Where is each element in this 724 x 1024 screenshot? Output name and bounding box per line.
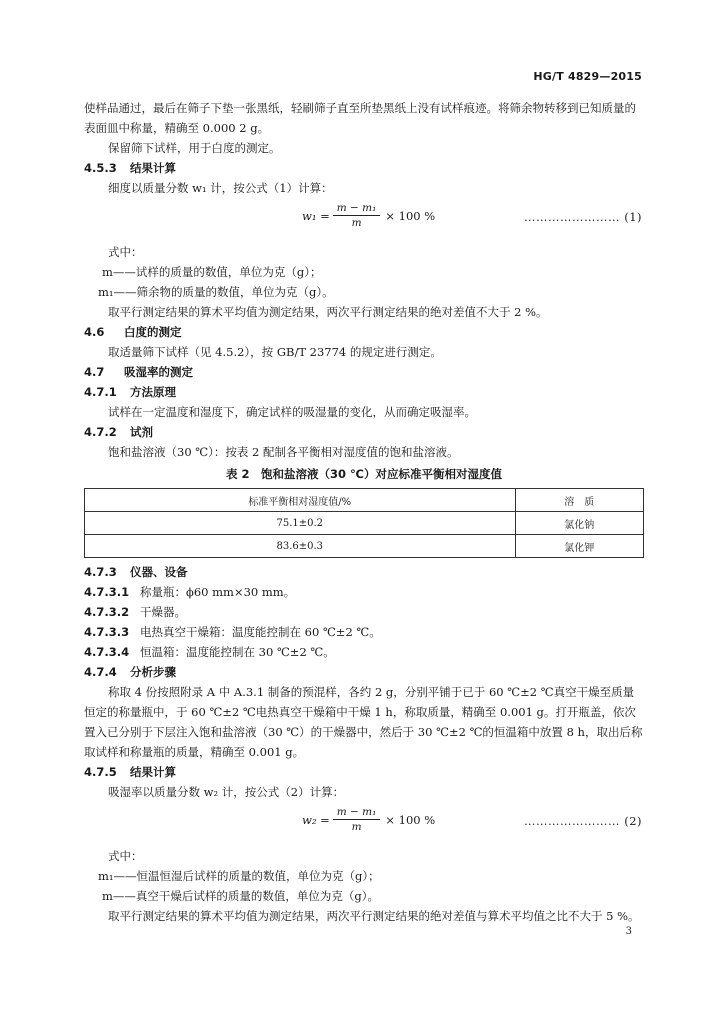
section-number: 4.5.3: [84, 161, 117, 175]
formula-denominator: m: [351, 821, 362, 833]
section-title: 结果计算: [130, 161, 176, 175]
list-item: 4.7.3.4 恒温箱：温度能控制在 30 ℃±2 ℃。: [84, 645, 335, 659]
section-heading-4-7-3: [84, 562, 644, 582]
formula-lhs: w₁ =: [302, 208, 330, 223]
formula-1: [84, 200, 644, 240]
section-heading-4-7-2: [84, 422, 644, 442]
section-heading-4-6: [84, 322, 644, 342]
table-header-cell: 溶 质: [515, 489, 643, 512]
section-heading-4-7-1: [84, 382, 644, 402]
formula-denominator: m: [351, 217, 362, 229]
table-caption: 表 2 饱和盐溶液（30 ℃）对应标准平衡相对湿度值: [226, 467, 502, 481]
formula-multiplier: × 100 %: [385, 812, 436, 827]
standard-number: HG/T 4829—2015: [533, 70, 642, 83]
section-title: 吸湿率的测定: [124, 365, 193, 379]
procedure-text: 称取 4 份按照附录 A 中 A.3.1 制备的预混样，各约 2 g，分别平铺于已于 60 ℃±2 ℃真空干燥至质量恒定的称量瓶中，于 60 ℃±2 ℃电热真空干燥箱中干燥 1 h，称取质量，精确至 0.001 g。打开瓶盖，依次置入已分别于下层注入饱和盐溶液（30 ℃）的干燥器中，然后于 30 ℃±2 ℃的恒温箱中放置 8 h，取出后称取试样和称量瓶的质量，精确至 0.001 g。: [84, 685, 643, 759]
table-cell: 氯化钾: [515, 535, 643, 558]
where-label: 式中：: [108, 849, 143, 863]
list-item: 4.7.3.3 电热真空干燥箱：温度能控制在 60 ℃±2 ℃。: [84, 625, 381, 639]
section-heading-4-5-3: [84, 158, 644, 178]
result-statement: 取平行测定结果的算术平均值为测定结果，两次平行测定结果的绝对差值与算术平均值之比不大于 5 %。: [108, 909, 640, 923]
section-title: 方法原理: [130, 385, 176, 399]
section-title: 白度的测定: [124, 325, 182, 339]
section-title: 仪器、设备: [130, 565, 188, 579]
intro-paragraph-2: 保留筛下试样，用于白度的测定。: [108, 141, 281, 155]
section-heading-4-7-5: [84, 762, 644, 782]
where-label: 式中：: [108, 245, 143, 259]
formula-lhs: w₂ =: [302, 812, 330, 827]
variable-definition: m₁——筛余物的质量的数值，单位为克（g）。: [98, 285, 334, 299]
table-cell: 氯化钠: [515, 512, 643, 535]
page-number: 3: [625, 926, 632, 937]
formula-numerator: m − m₁: [333, 806, 381, 820]
page-content: [84, 98, 644, 926]
table-cell: 83.6±0.3: [85, 535, 516, 558]
section-title: 结果计算: [130, 765, 176, 779]
variable-definition: m——真空干燥后试样的质量的数值，单位为克（g）。: [102, 889, 380, 903]
table-cell: 75.1±0.2: [85, 512, 516, 535]
section-number: 4.7.1: [84, 385, 117, 399]
table-row: [85, 535, 644, 558]
formula-multiplier: × 100 %: [385, 208, 436, 223]
formula-intro: 细度以质量分数 w₁ 计，按公式（1）计算：: [108, 181, 333, 195]
section-number: 4.7.3: [84, 565, 117, 579]
formula-2: [84, 804, 644, 844]
intro-paragraph: 使样品通过，最后在筛子下垫一张黑纸，轻刷筛子直至所垫黑纸上没有试样痕迹。将筛余物转移到已知质量的表面皿中称量，精确至 0.000 2 g。: [84, 101, 636, 135]
formula-fraction: [333, 806, 381, 833]
list-item: 4.7.3.1 称量瓶：ϕ60 mm×30 mm。: [84, 585, 296, 599]
result-statement: 取平行测定结果的算术平均值为测定结果，两次平行测定结果的绝对差值不大于 2 %。: [108, 305, 548, 319]
section-title: 分析步骤: [130, 665, 176, 679]
section-title: 试剂: [130, 425, 153, 439]
table-header-cell: 标准平衡相对湿度值/%: [85, 489, 516, 512]
section-number: 4.7.2: [84, 425, 117, 439]
humidity-table: [84, 488, 644, 558]
section-number: 4.6: [84, 325, 105, 339]
variable-definition: m——试样的质量的数值，单位为克（g）；: [102, 265, 322, 279]
formula-tag: …………………… (1): [524, 210, 642, 224]
section-heading-4-7: [84, 362, 644, 382]
formula-intro: 吸湿率以质量分数 w₂ 计，按公式（2）计算：: [108, 785, 345, 799]
section-number: 4.7.5: [84, 765, 117, 779]
section-number: 4.7.4: [84, 665, 117, 679]
section-text: 试样在一定温度和湿度下，确定试样的吸湿量的变化，从而确定吸湿率。: [108, 405, 476, 419]
list-item: 4.7.3.2 干燥器。: [84, 605, 186, 619]
formula-fraction: [333, 202, 381, 229]
section-number: 4.7: [84, 365, 105, 379]
section-text: 取适量筛下试样（见 4.5.2），按 GB/T 23774 的规定进行测定。: [108, 345, 442, 359]
section-heading-4-7-4: [84, 662, 644, 682]
table-header-row: [85, 489, 644, 512]
variable-definition: m₁——恒温恒湿后试样的质量的数值，单位为克（g）；: [98, 869, 380, 883]
table-row: [85, 512, 644, 535]
formula-numerator: m − m₁: [333, 202, 381, 216]
formula-tag: …………………… (2): [524, 814, 642, 828]
section-text: 饱和盐溶液（30 ℃）：按表 2 配制各平衡相对湿度值的饱和盐溶液。: [108, 445, 459, 459]
